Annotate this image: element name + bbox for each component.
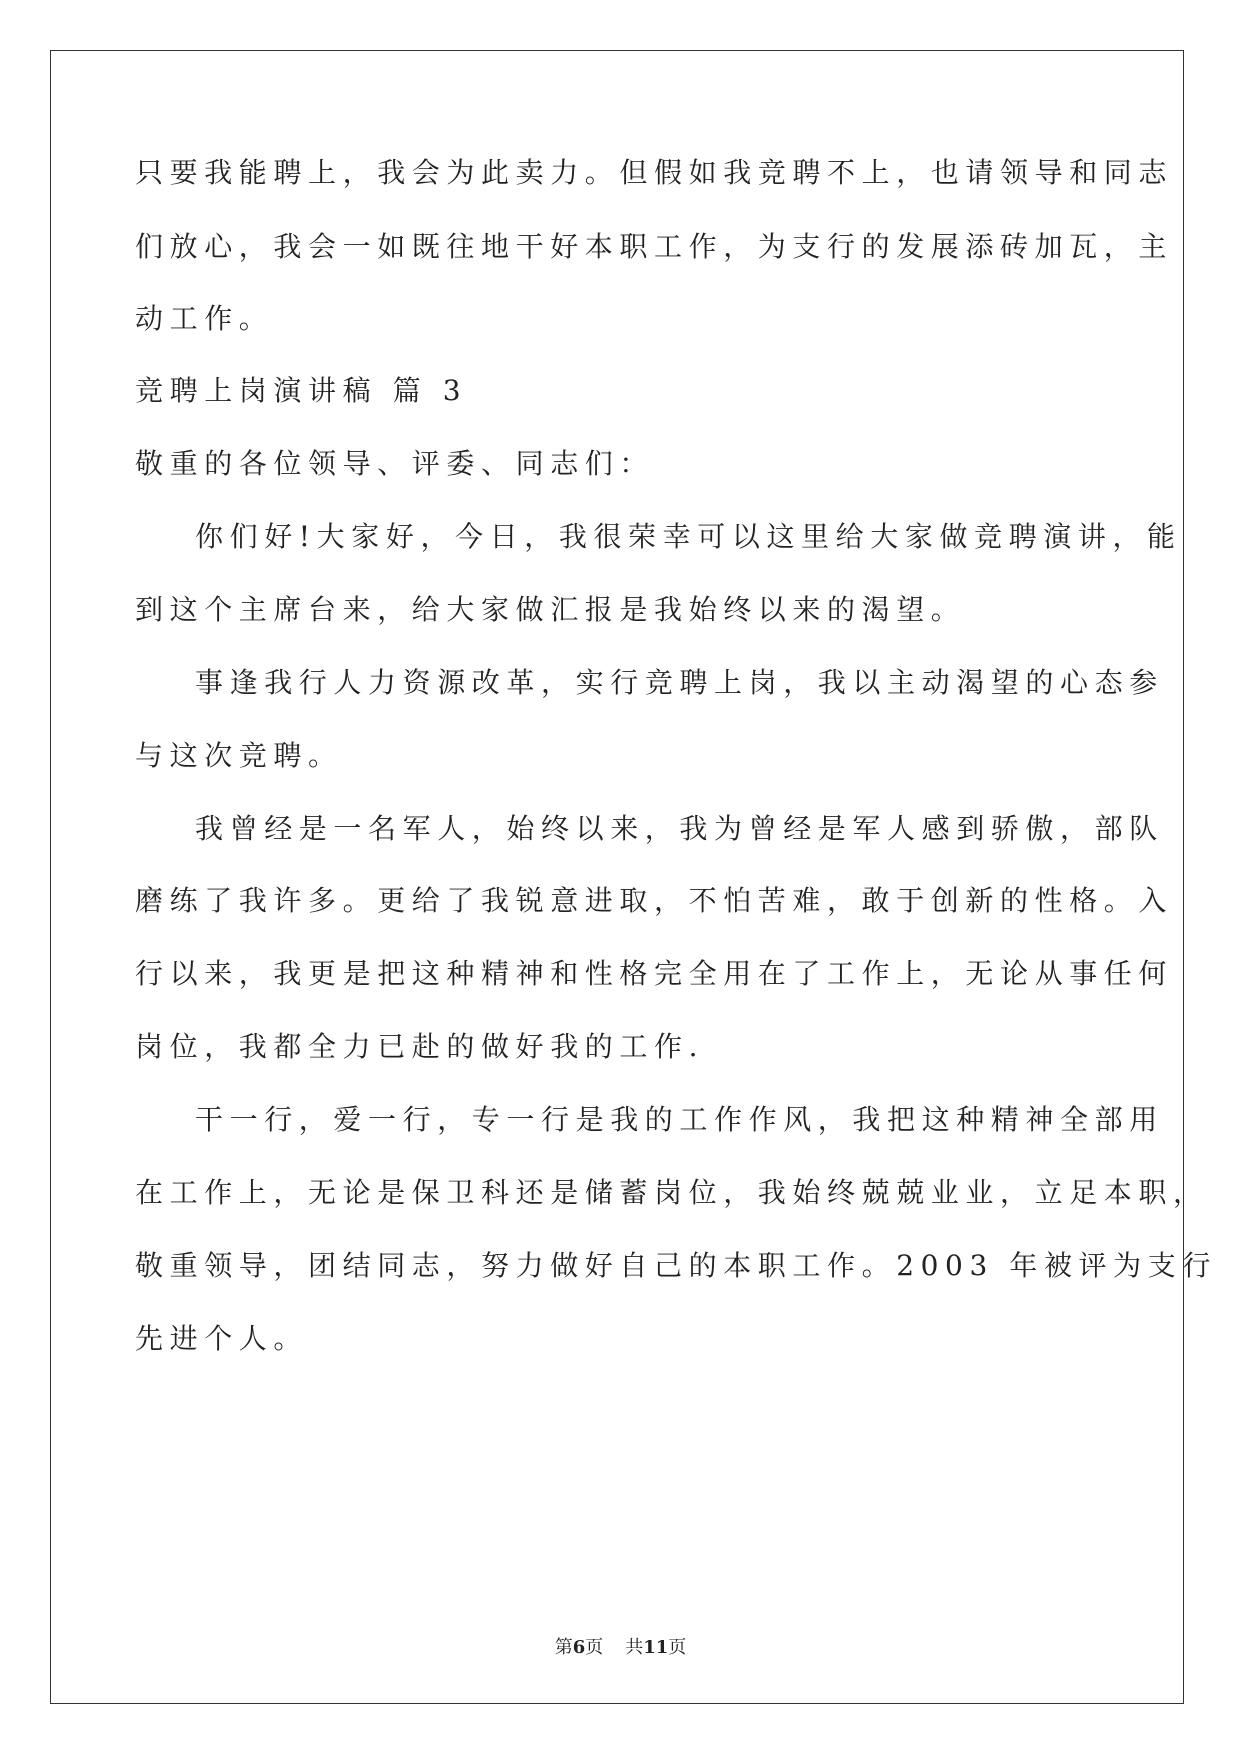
page-footer	[0, 1636, 1241, 1660]
page-number-prefix: 第	[554, 1637, 573, 1658]
paragraph-line: 动工作。	[135, 302, 274, 335]
paragraph-line: 事逢我行人力资源改革，实行竞聘上岗，我以主动渴望的心态参	[195, 666, 1164, 699]
paragraph-line: 只要我能聘上，我会为此卖力。但假如我竞聘不上，也请领导和同志	[135, 156, 1174, 189]
paragraph-line: 到这个主席台来，给大家做汇报是我始终以来的渴望。	[135, 593, 966, 626]
paragraph-line: 干一行，爱一行，专一行是我的工作作风，我把这种精神全部用	[195, 1103, 1164, 1136]
page-total-prefix: 共	[625, 1637, 644, 1658]
paragraph-line: 我曾经是一名军人，始终以来，我为曾经是军人感到骄傲，部队	[195, 812, 1164, 845]
page-number-suffix: 页	[585, 1637, 604, 1658]
salutation: 敬重的各位领导、评委、同志们：	[135, 447, 655, 480]
paragraph-line: 敬重领导，团结同志，努力做好自己的本职工作。2003 年被评为支行	[135, 1249, 1217, 1282]
page-total-count: 11	[643, 1637, 669, 1658]
section-heading: 竞聘上岗演讲稿 篇 3	[135, 374, 468, 407]
paragraph-line: 在工作上，无论是保卫科还是储蓄岗位，我始终兢兢业业，立足本职，	[135, 1176, 1208, 1209]
page-total-suffix: 页	[668, 1637, 687, 1658]
paragraph-line: 们放心，我会一如既往地干好本职工作，为支行的发展添砖加瓦，主	[135, 230, 1174, 263]
paragraph-line: 行以来，我更是把这种精神和性格完全用在了工作上，无论从事任何	[135, 957, 1174, 990]
paragraph-line: 磨练了我许多。更给了我锐意进取，不怕苦难，敢于创新的性格。入	[135, 884, 1174, 917]
paragraph-line: 你们好!大家好，今日，我很荣幸可以这里给大家做竞聘演讲，能	[195, 520, 1182, 553]
page-number-current: 6	[572, 1637, 586, 1658]
paragraph-line: 与这次竞聘。	[135, 739, 343, 772]
paragraph-line: 先进个人。	[135, 1322, 309, 1355]
paragraph-line: 岗位，我都全力已赴的做好我的工作.	[135, 1030, 705, 1063]
